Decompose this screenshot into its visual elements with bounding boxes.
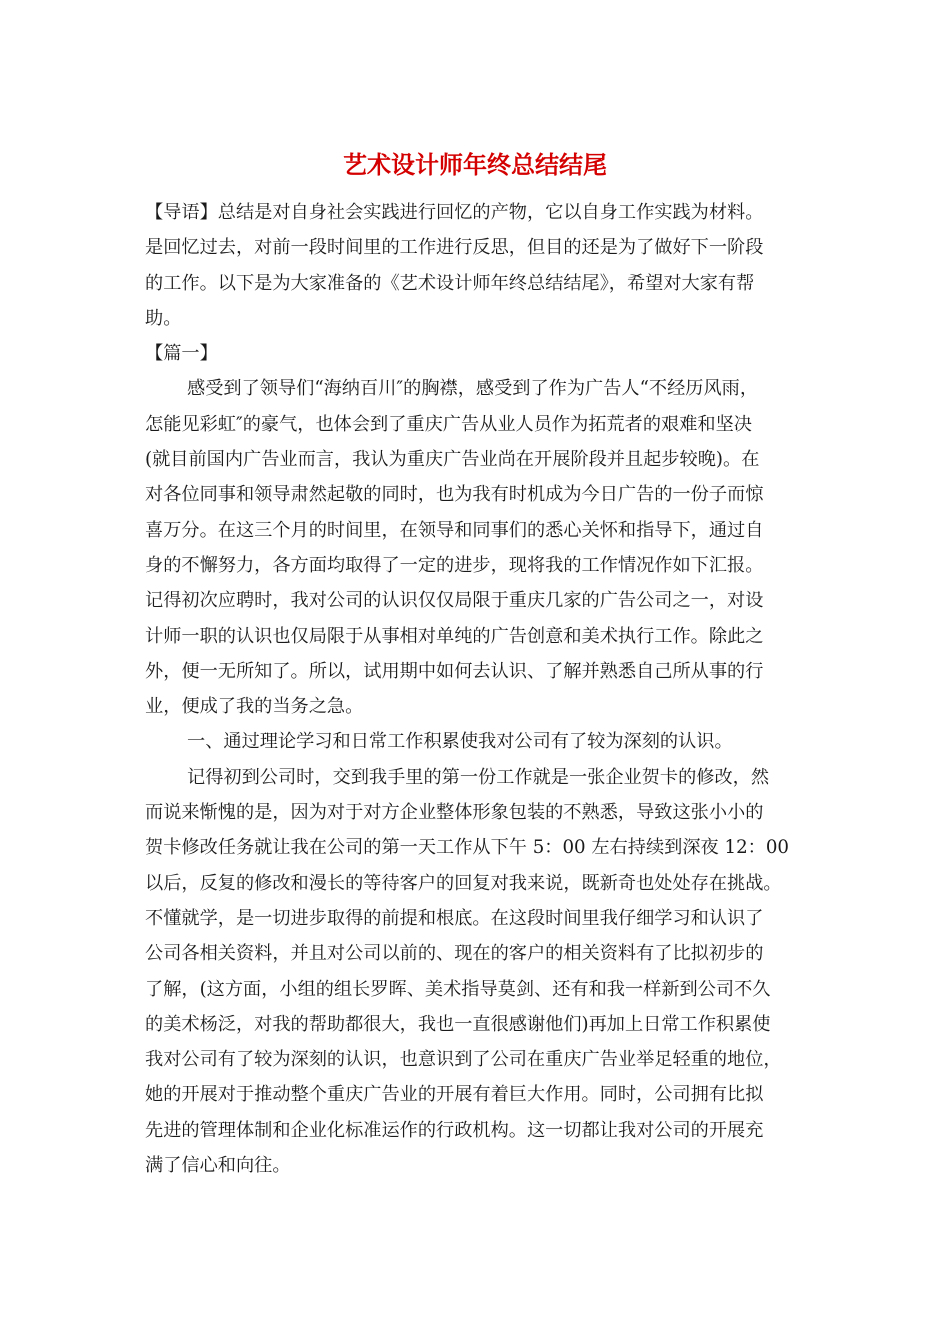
intro-line-1: 【导语】总结是对自身社会实践进行回忆的产物，它以自身工作实践为材料。 [145,202,764,223]
document-body [145,195,805,1183]
paragraph-2-line-10: 她的开展对于推动整个重庆广告业的开展有着巨大作用。同时，公司拥有比拟 [145,1084,764,1106]
section-heading: 【篇一】 [145,343,218,365]
paragraph-2-line-9: 我对公司有了较为深刻的认识，也意识到了公司在重庆广告业举足轻重的地位， [145,1049,782,1071]
paragraph-2-line-5: 不懂就学，是一切进步取得的前提和根底。在这段时间里我仔细学习和认识了 [145,907,764,929]
paragraph-2-line-11: 先进的管理体制和企业化标准运作的行政机构。这一切都让我对公司的开展充 [145,1119,764,1141]
paragraph-2-line-8: 的美术杨泛，对我的帮助都很大，我也一直很感谢他们)再加上日常工作积累使 [145,1013,771,1035]
paragraph-2-line-3: 贺卡修改任务就让我在公司的第一天工作从下午 5：00 左右持续到深夜 12：00 [145,837,789,859]
paragraph-1-line-1: 感受到了领导们“海纳百川″的胸襟，感受到了作为广告人“不经历风雨， [187,378,759,400]
paragraph-1-line-8: 计师一职的认识也仅局限于从事相对单纯的广告创意和美术执行工作。除此之 [145,625,764,647]
paragraph-2-line-2: 而说来惭愧的是，因为对于对方企业整体形象包装的不熟悉，导致这张小小的 [145,802,764,824]
paragraph-2-line-1: 记得初到公司时，交到我手里的第一份工作就是一张企业贺卡的修改，然 [187,766,770,788]
document-title: 艺术设计师年终总结结尾 [343,150,607,179]
paragraph-1-line-6: 身的不懈努力，各方面均取得了一定的进步，现将我的工作情况作如下汇报。 [145,554,764,576]
paragraph-1-line-2: 怎能见彩虹″的豪气，也体会到了重庆广告从业人员作为拓荒者的艰难和坚决 [145,413,752,435]
paragraph-2-line-4: 以后，反复的修改和漫长的等待客户的回复对我来说，既新奇也处处存在挑战。 [145,872,782,894]
intro-line-3: 的工作。以下是为大家准备的《艺术设计师年终总结结尾》，希望对大家有帮 [145,272,755,294]
paragraph-2-line-6: 公司各相关资料，并且对公司以前的、现在的客户的相关资料有了比拟初步的 [145,943,764,965]
paragraph-1-line-10: 业，便成了我的当务之急。 [145,696,364,718]
paragraph-1-line-5: 喜万分。在这三个月的时间里，在领导和同事们的悉心关怀和指导下，通过自 [145,519,764,541]
subsection-heading: 一、通过理论学习和日常工作积累使我对公司有了较为深刻的认识。 [187,731,733,753]
paragraph-2-line-12: 满了信心和向往。 [145,1155,291,1177]
paragraph-1-line-3: (就目前国内广告业而言，我认为重庆广告业尚在开展阶段并且起步较晚)。在 [145,449,760,471]
paragraph-2-line-7: 了解，(这方面，小组的组长罗晖、美术指导莫剑、还有和我一样新到公司不久 [145,978,771,1000]
paragraph-1-line-9: 外，便一无所知了。所以，试用期中如何去认识、了解并熟悉自己所从事的行 [145,660,764,682]
intro-line-2: 是回忆过去，对前一段时间里的工作进行反思，但目的还是为了做好下一阶段 [145,237,764,259]
paragraph-1-line-7: 记得初次应聘时，我对公司的认识仅仅局限于重庆几家的广告公司之一，对设 [145,590,764,612]
intro-line-4: 助。 [145,307,182,329]
paragraph-1-line-4: 对各位同事和领导肃然起敬的同时，也为我有时机成为今日广告的一份子而惊 [145,484,764,506]
